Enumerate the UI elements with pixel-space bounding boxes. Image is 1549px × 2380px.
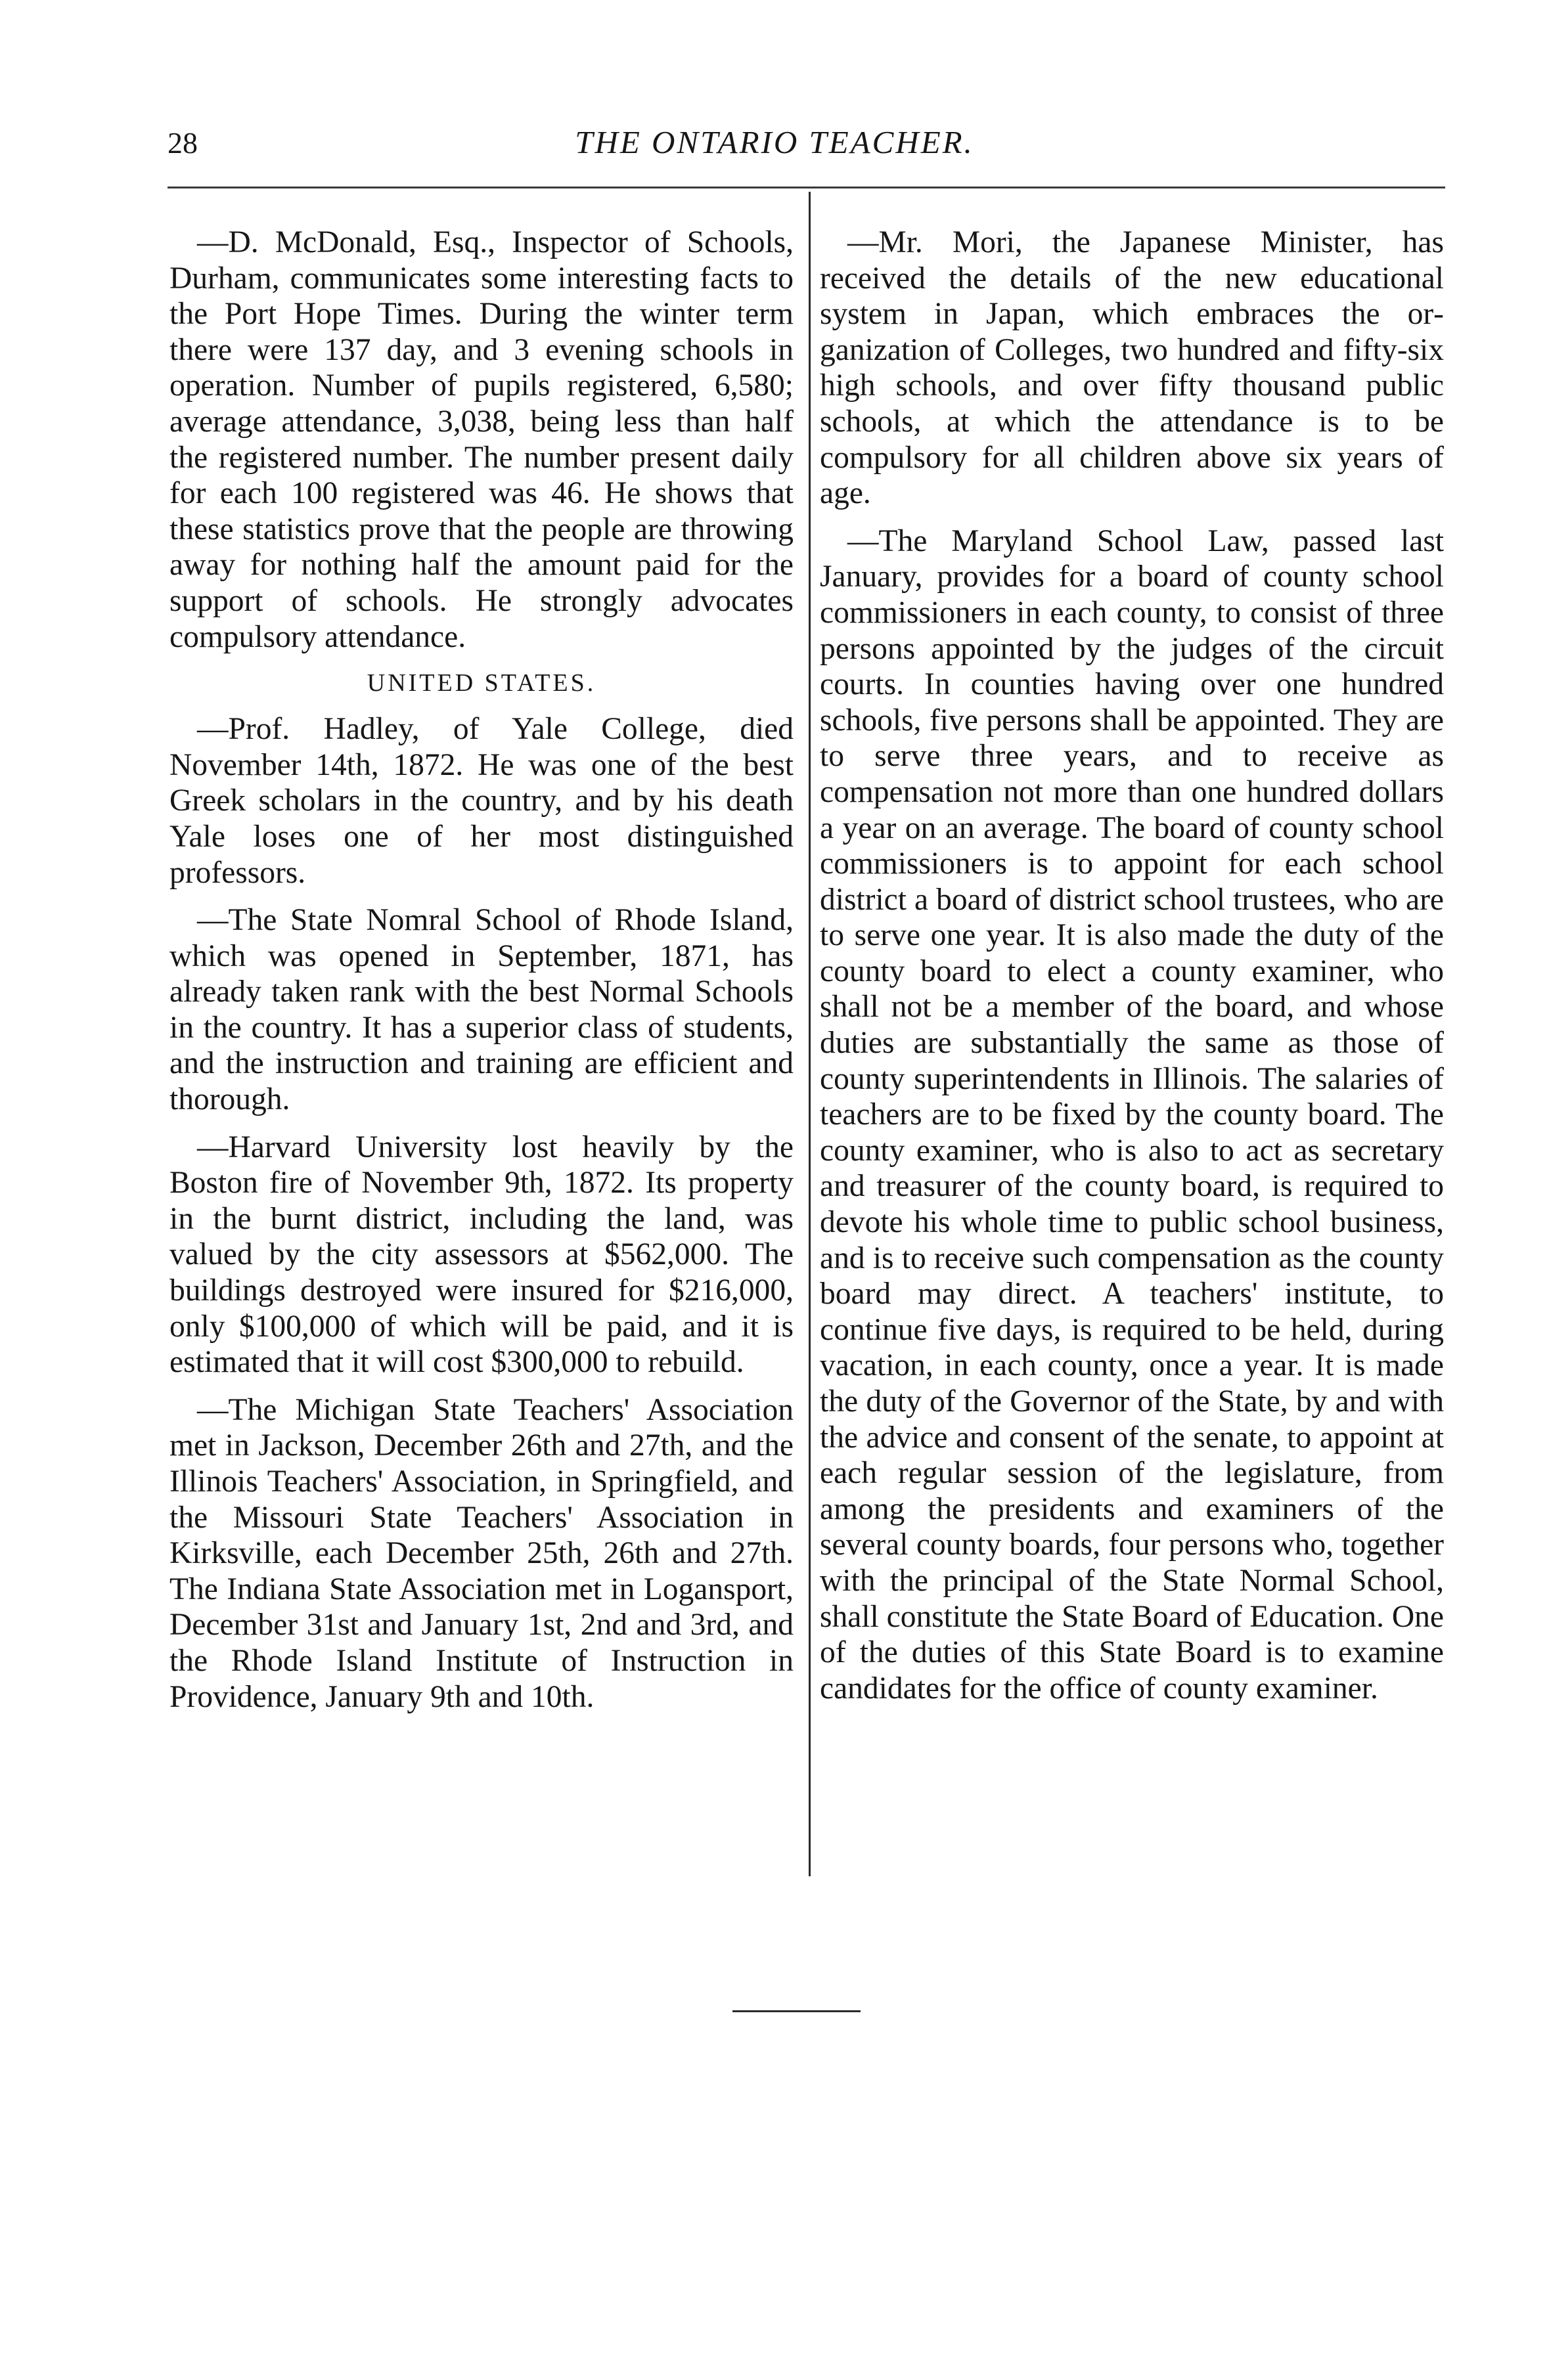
section-heading-united-states: UNITED STATES.: [367, 669, 596, 697]
column-divider: [809, 192, 811, 1876]
paragraph-hadley: —Prof. Hadley, of Yale College, died November 14th, 1872. He was one of the best Greek scholars in the country, and by his death Yale loses one of her most distinguished professors.: [169, 712, 794, 890]
page-number: 28: [168, 126, 198, 160]
running-head-title: THE ONTARIO TEACHER.: [575, 124, 974, 160]
left-column: [169, 225, 794, 1727]
header-rule: [168, 187, 1445, 188]
paragraph-mori-japan: —Mr. Mori, the Japanese Minister, has received the details of the new educational system in Japan, which embraces the organization of Colleges, two hundred and fifty-six high schools, and over fifty thousand public schools, at which the attendance is to be compulsory for all children above six years of age.: [820, 225, 1444, 511]
paragraph-mcdonald: —D. McDonald, Esq., Inspector of Schools, Durham, communicates some interesting facts to the Port Hope Times. During the winter term there were 137 day, and 3 evening schools in operation. Number of pupils registered, 6,580; average attendance, 3,038, being less than half the registered number. The number present daily for each 100 registered was 46. He shows that these statistics prove that the people are throwing away for nothing half the amount paid for the support of schools. He strongly advocates compulsory attendance.: [169, 225, 794, 654]
end-rule: [732, 2010, 861, 2012]
paragraph-harvard-fire: —Harvard University lost heavily by the Boston fire of November 9th, 1872. Its property in the burnt district, including the land, was valued by the city assessors at $562,000. The buildings destroyed were insured for $216,000, only $100,000 of which will be paid, and it is estimated that it will cost $300,000 to rebuild.: [169, 1130, 794, 1380]
paragraph-maryland-school-law: —The Maryland School Law, passed last January, provides for a board of county school commissioners in each county, to consist of three persons appointed by the judges of the circuit courts. In counties having over one hundred schools, five persons shall be appointed. They are to serve three years, and to receive as compensation not more than one hundred dollars a year on an average. The board of county school commissioners is to appoint for each school district a board of district school trustees, who are to serve one year. It is also made the duty of the county board to elect a county examiner, who shall not be a member of the board, and whose duties are substantially the same as those of county superintendents in Illinois. The salaries of teachers are to be fixed by the county board. The county examiner, who is also to act as secretary and treasurer of the county board, is required to devote his whole time to public school business, and is to receive such compensation as the county board may direct. A teachers' institute, to continue five days, is required to be held, during vacation, in each county, once a year. It is made the duty of the Governor of the State, by and with the advice and consent of the senate, to appoint at each regular session of the legislature, from among the presidents and examiners of the several county boards, four persons who, together with the principal of the State Normal School, shall constitute the State Board of Education. One of the duties of this State Board is to examine candidates for the office of county examiner.: [820, 523, 1444, 1706]
right-column: [820, 225, 1444, 1718]
paragraph-rhode-island-normal-school: —The State Nomral School of Rhode Island, which was opened in September, 1871, has already taken rank with the best Normal Schools in the country. It has a superior class of students, and the instruction and training are efficient and thorough.: [169, 903, 794, 1117]
paragraph-teachers-associations: —The Michigan State Teachers' Association met in Jackson, December 26th and 27th, and the Illinois Teachers' Association, in Springfield, and the Missouri State Teachers' Association in Kirksville, each December 25th, 26th and 27th. The Indiana State Association met in Logansport, December 31st and January 1st, 2nd and 3rd, and the Rhode Island Institute of Instruction in Providence, January 9th and 10th.: [169, 1392, 794, 1714]
